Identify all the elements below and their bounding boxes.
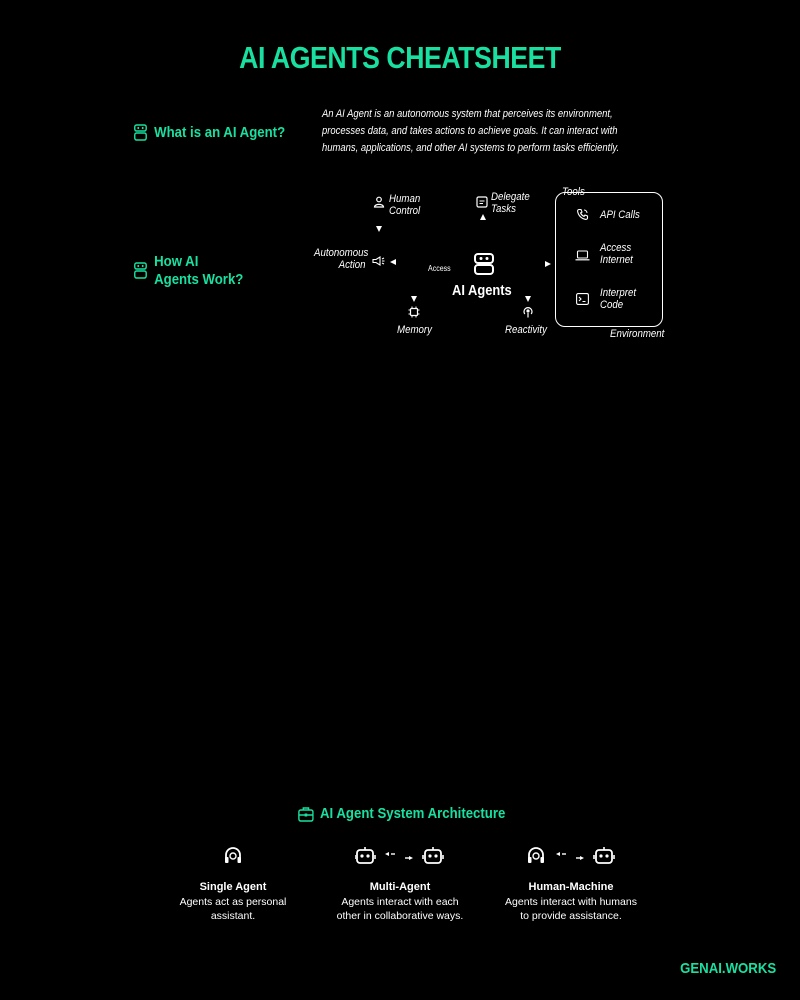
arrow-right-icon [545, 261, 551, 267]
arrow-down-icon [411, 296, 417, 302]
human-robot-icon [526, 846, 616, 866]
signal-icon [522, 306, 534, 318]
arch-title: Human-Machine [528, 881, 614, 893]
environment-label: Environment [610, 328, 665, 340]
what-description: An AI Agent is an autonomous system that perceives its environment, processes data, and takes actions to achieve goals. It can interact with humans, applications, and other AI systems to perform tasks efficiently. [322, 108, 620, 154]
page-title: AI AGENTS CHEATSHEET [239, 40, 561, 75]
what-heading-text: What is an AI Agent? [154, 124, 286, 141]
arrow-down-icon [525, 296, 531, 302]
tool-access-internet: Access Internet [600, 242, 633, 266]
node-memory: Memory [397, 324, 432, 336]
clipboard-icon [476, 196, 488, 208]
center-ai-agents: AI Agents [452, 282, 512, 299]
arch-desc: Agents act as personal assistant. [179, 896, 287, 922]
terminal-icon [576, 293, 589, 305]
robot-icon [133, 124, 148, 141]
node-autonomous-action: Autonomous Action [314, 247, 369, 271]
laptop-icon [575, 250, 590, 261]
robot-pair-icon [355, 846, 445, 866]
phone-icon [576, 208, 589, 221]
node-reactivity: Reactivity [505, 324, 547, 336]
architecture-heading [298, 805, 505, 822]
toolbox-icon [298, 806, 314, 822]
architecture-heading-text: AI Agent System Architecture [320, 805, 506, 822]
robot-icon [473, 253, 495, 275]
arrow-down-icon [376, 226, 382, 232]
arch-title: Multi-Agent [369, 881, 431, 893]
person-icon [373, 196, 385, 208]
arrow-up-icon [480, 214, 486, 220]
how-heading-line1: How AI [154, 253, 199, 270]
brand-logo[interactable]: GENAI.WORKS [679, 960, 776, 977]
arch-card-human-machine [491, 846, 651, 923]
megaphone-icon [372, 256, 385, 266]
node-delegate-tasks: Delegate Tasks [491, 191, 530, 215]
what-section-heading [133, 124, 285, 141]
how-heading-line2: Agents Work? [154, 271, 244, 288]
access-label: Access [428, 264, 451, 273]
arch-card-single-agent [153, 846, 313, 923]
tool-api-calls: API Calls [600, 209, 640, 221]
arch-card-multi-agent [320, 846, 480, 923]
node-human-control: Human Control [389, 193, 421, 217]
tool-interpret-code: Interpret Code [600, 287, 637, 311]
robot-icon [133, 262, 148, 279]
arrow-left-icon [390, 259, 396, 265]
arch-desc: Agents interact with each other in collaborative ways. [336, 896, 464, 922]
how-section-heading [133, 253, 243, 289]
tools-label: Tools [562, 186, 585, 198]
arch-title: Single Agent [199, 881, 267, 893]
headset-icon [223, 846, 243, 866]
chip-icon [408, 306, 420, 318]
arch-desc: Agents interact with humans to provide assistance. [505, 896, 637, 922]
